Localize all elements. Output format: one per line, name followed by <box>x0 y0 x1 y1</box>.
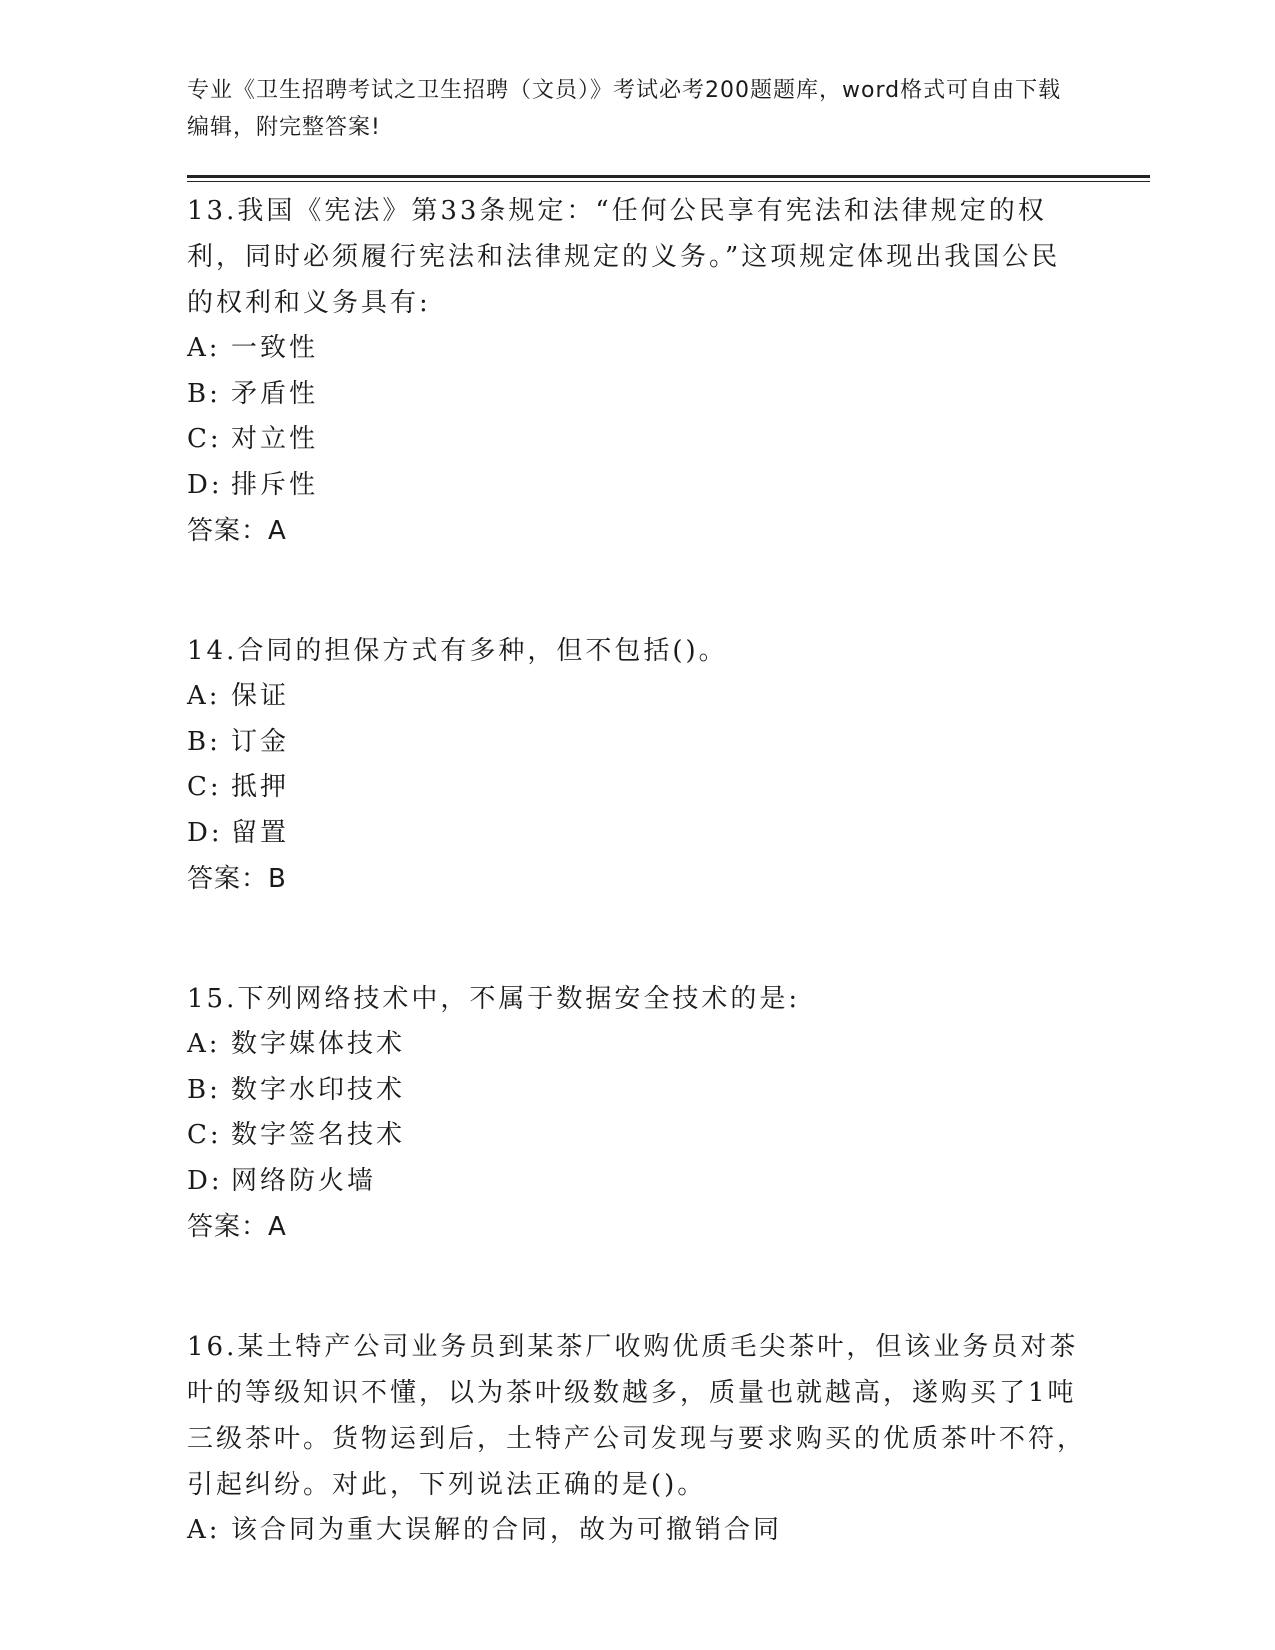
option-a <box>187 326 1087 372</box>
option-key: B: <box>187 378 221 409</box>
option-key: C: <box>187 772 222 802</box>
option-key: D: <box>187 469 223 500</box>
option-a <box>187 1022 1087 1068</box>
option-d <box>187 811 1087 857</box>
header-divider-thin <box>187 181 1150 182</box>
option-b <box>187 372 1087 418</box>
option-key: B: <box>187 1074 221 1105</box>
option-key: D: <box>187 817 223 848</box>
option-text: 抵押 <box>231 772 290 802</box>
option-key: D: <box>187 1165 223 1196</box>
question-stem: 16.某土特产公司业务员到某茶厂收购优质毛尖茶叶，但该业务员对茶叶的等级知识不懂，以为茶叶级数越多，质量也就越高，遂购买了1吨三级茶叶。货物运到后，土特产公司发现与要求购买的优质茶叶不符，引起纠纷。对此，下列说法正确的是()。 <box>187 1332 1087 1500</box>
question-15 <box>187 976 1087 1250</box>
question-list <box>187 188 1087 1628</box>
answer-line: 答案：A <box>187 516 287 546</box>
option-text: 保证 <box>231 681 290 711</box>
option-text: 一致性 <box>231 333 319 363</box>
option-text: 排斥性 <box>231 469 319 500</box>
answer-line: 答案：B <box>187 864 287 894</box>
option-key: A: <box>187 1515 221 1545</box>
option-d <box>187 1159 1087 1205</box>
option-b <box>187 720 1087 766</box>
option-key: C: <box>187 1120 222 1150</box>
option-text: 订金 <box>231 726 290 757</box>
document-header: 专业《卫生招聘考试之卫生招聘（文员）》考试必考200题题库，word格式可自由下载编辑，附完整答案! <box>187 78 1062 140</box>
question-stem: 13.我国《宪法》第33条规定：“任何公民享有宪法和法律规定的权利，同时必须履行宪法和法律规定的义务。”这项规定体现出我国公民的权利和义务具有: <box>187 196 1061 318</box>
header-divider-thick <box>187 175 1150 178</box>
option-text: 数字媒体技术 <box>231 1029 406 1059</box>
question-13 <box>187 188 1087 554</box>
option-text: 网络防火墙 <box>231 1165 377 1196</box>
option-a <box>187 674 1087 720</box>
option-a <box>187 1508 1087 1554</box>
option-text: 该合同为重大误解的合同，故为可撤销合同 <box>231 1515 783 1545</box>
option-c <box>187 417 1087 463</box>
option-c <box>187 765 1087 811</box>
option-key: C: <box>187 424 222 454</box>
option-c <box>187 1113 1087 1159</box>
option-text: 留置 <box>231 817 290 848</box>
option-text: 对立性 <box>231 424 319 454</box>
option-key: A: <box>187 1029 221 1059</box>
question-14 <box>187 628 1087 902</box>
answer-line: 答案：A <box>187 1212 287 1242</box>
option-text: 矛盾性 <box>231 378 319 409</box>
question-16 <box>187 1324 1087 1554</box>
option-text: 数字签名技术 <box>231 1120 406 1150</box>
question-stem: 14.合同的担保方式有多种，但不包括()。 <box>187 636 728 666</box>
option-b <box>187 1068 1087 1114</box>
question-stem: 15.下列网络技术中，不属于数据安全技术的是: <box>187 984 801 1014</box>
option-text: 数字水印技术 <box>231 1074 406 1105</box>
option-d <box>187 463 1087 509</box>
option-key: B: <box>187 726 221 757</box>
option-key: A: <box>187 333 221 363</box>
option-key: A: <box>187 681 221 711</box>
